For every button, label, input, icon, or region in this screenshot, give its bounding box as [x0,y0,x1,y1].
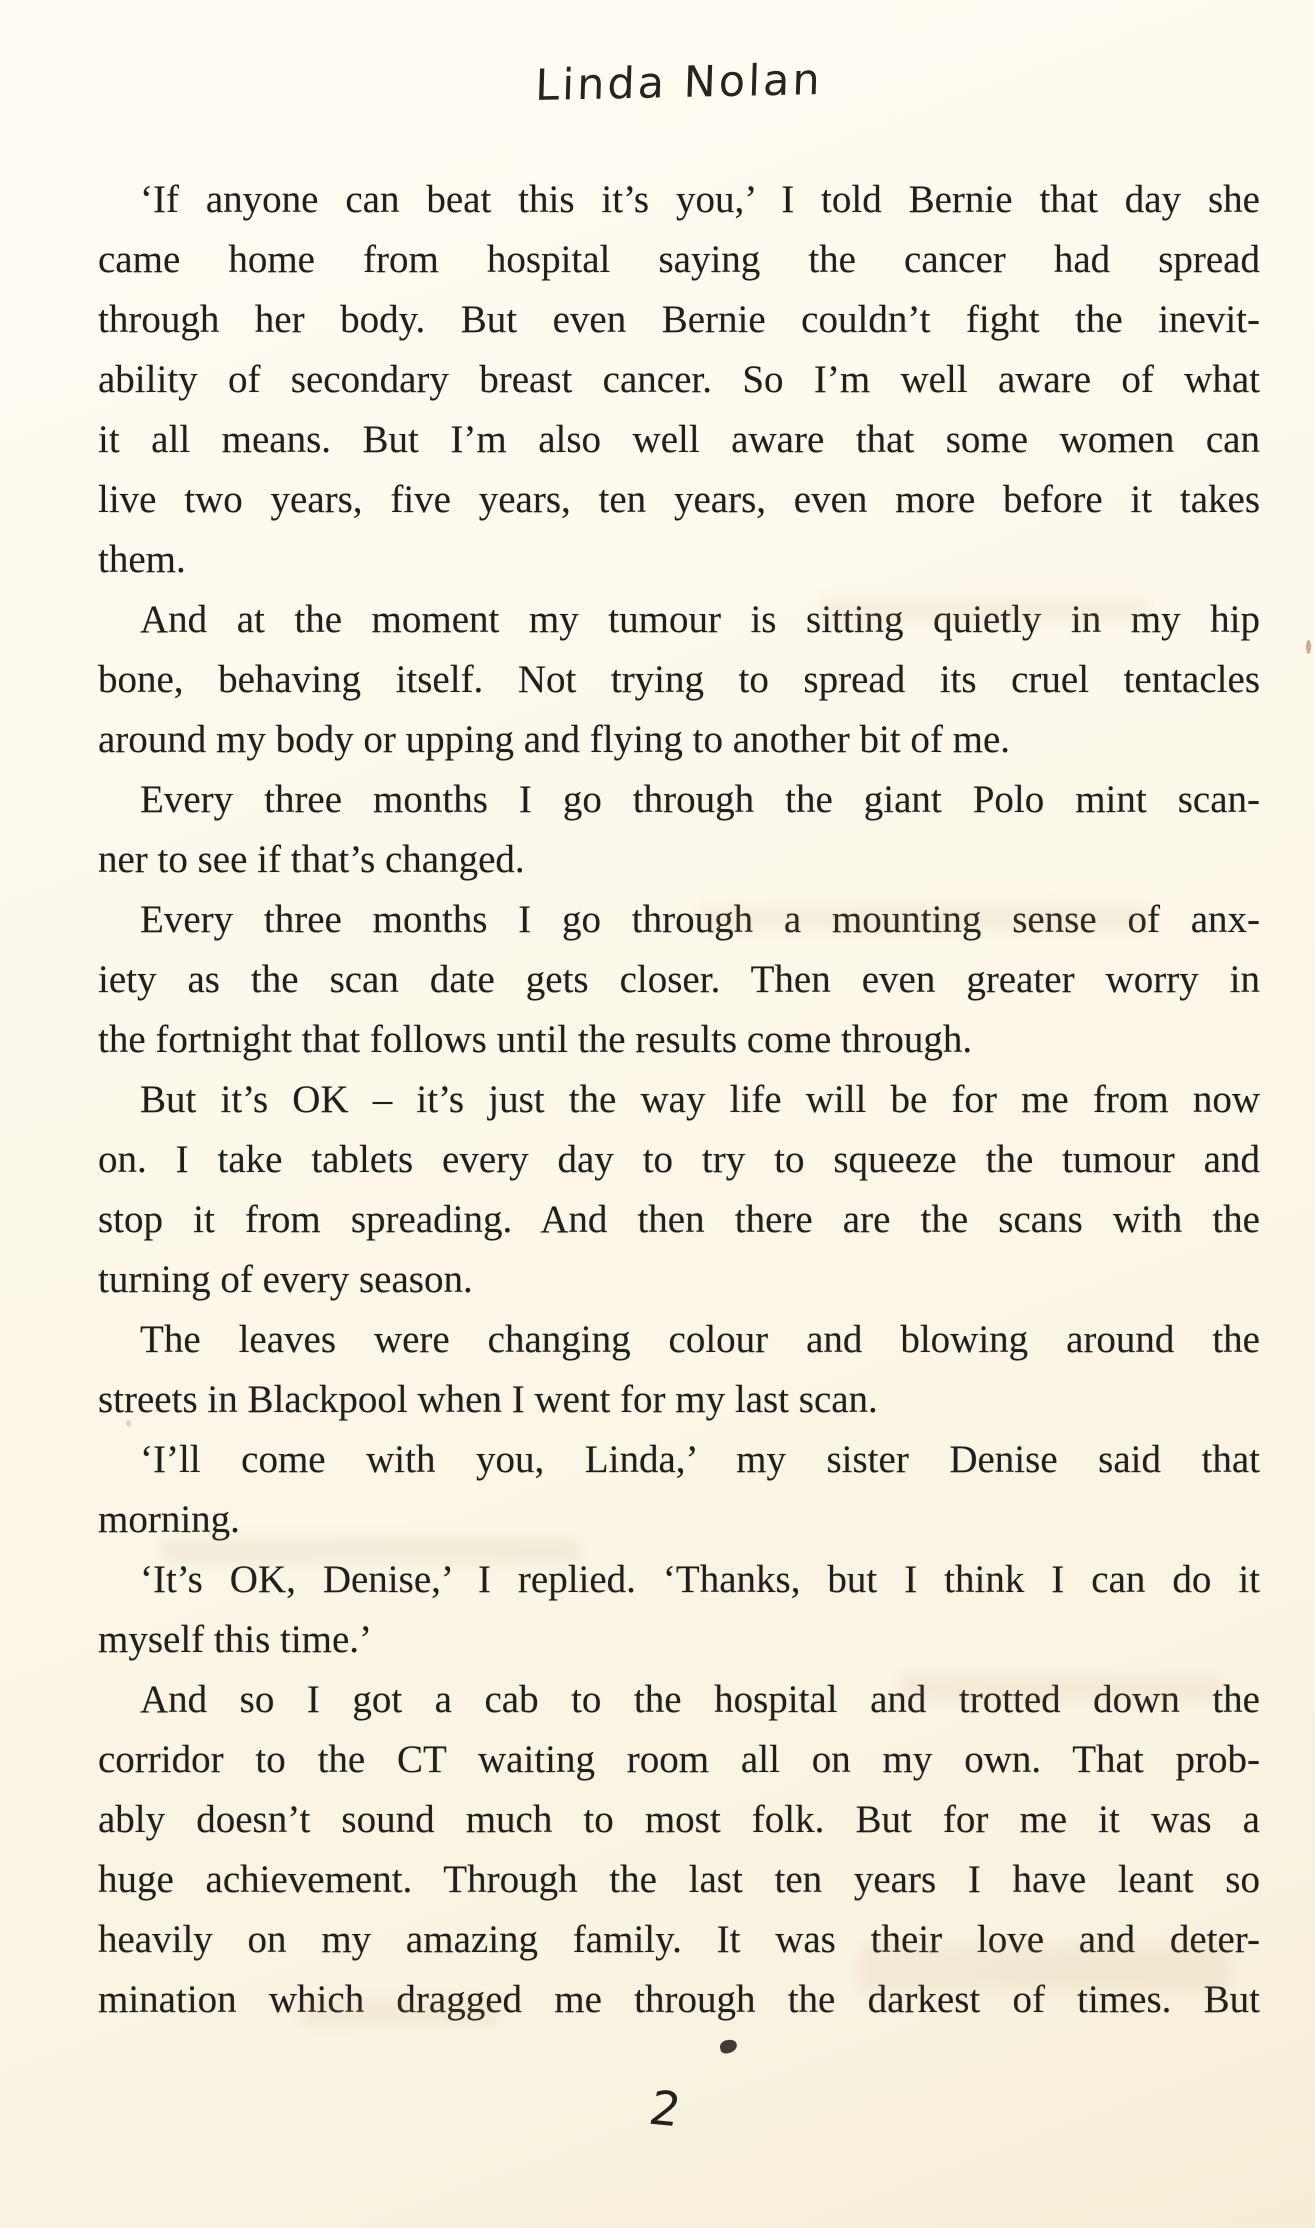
text-line: came home from hospital saying the cancer had spread [98,238,1260,281]
text-line: ner to see if that’s changed. [98,838,525,881]
body-text [98,170,1260,2030]
text-line: ability of secondary breast cancer. So I’m well aware of what [98,358,1260,401]
text-line: stop it from spreading. And then there are the scans with the [98,1198,1260,1241]
text-line: And so I got a cab to the hospital and trotted down the [140,1678,1260,1721]
text-line: mination which dragged me through the darkest of times. But [98,1978,1260,2021]
text-line: Every three months I go through a mounting sense of anx- [140,898,1260,941]
bleed-through-mark [300,2002,500,2024]
bleed-through-mark [700,905,1150,931]
bleed-through-mark [160,1538,580,1564]
bleed-through-mark [820,598,1150,624]
text-line: ably doesn’t sound much to most folk. But for me it was a [98,1798,1260,1841]
text-line: heavily on my amazing family. It was their love and deter- [98,1918,1260,1961]
paragraph [98,1310,1260,1430]
text-line: ‘It’s OK, Denise,’ I replied. ‘Thanks, but I think I can do it [140,1558,1260,1601]
text-line: iety as the scan date gets closer. Then even greater worry in [98,958,1260,1001]
text-line: the fortnight that follows until the results come through. [98,1018,973,1061]
paragraph [98,170,1260,590]
running-header: Linda Nolan [534,54,824,112]
text-line: live two years, five years, ten years, even more before it takes [98,478,1260,521]
paragraph [98,1070,1260,1310]
text-line: huge achievement. Through the last ten years I have leant so [98,1858,1260,1901]
page-number: 2 [644,2081,686,2138]
bleed-through-mark [860,1945,1230,1991]
text-line: ‘If anyone can beat this it’s you,’ I told Bernie that day she [140,178,1260,221]
paragraph [98,1430,1260,1550]
bleed-through-mark [900,1675,1220,1701]
paper-speck [1306,640,1311,654]
paragraph [98,1550,1260,1670]
text-line: But it’s OK – it’s just the way life will be for me from now [140,1078,1260,1121]
ink-spot [719,2038,738,2054]
text-line: them. [98,538,186,581]
text-line: And at the moment my tumour is sitting quietly in my hip [140,598,1260,641]
text-line: through her body. But even Bernie couldn’t fight the inevit- [98,298,1260,341]
text-line: The leaves were changing colour and blowing around the [140,1318,1260,1361]
paper-speck [126,1420,131,1427]
text-line: ‘I’ll come with you, Linda,’ my sister Denise said that [140,1438,1260,1481]
text-line: bone, behaving itself. Not trying to spread its cruel tentacles [98,658,1260,701]
text-line: around my body or upping and flying to another bit of me. [98,718,1011,761]
text-line: on. I take tablets every day to try to squeeze the tumour and [98,1138,1260,1181]
text-line: corridor to the CT waiting room all on my own. That prob- [98,1738,1260,1781]
text-line: Every three months I go through the giant Polo mint scan- [140,778,1260,821]
text-line: morning. [98,1498,240,1541]
text-line: myself this time.’ [98,1618,373,1661]
text-line: turning of every season. [98,1258,473,1301]
text-line: streets in Blackpool when I went for my last scan. [98,1378,878,1421]
text-line: it all means. But I’m also well aware that some women can [98,418,1260,461]
paragraph [98,770,1260,890]
